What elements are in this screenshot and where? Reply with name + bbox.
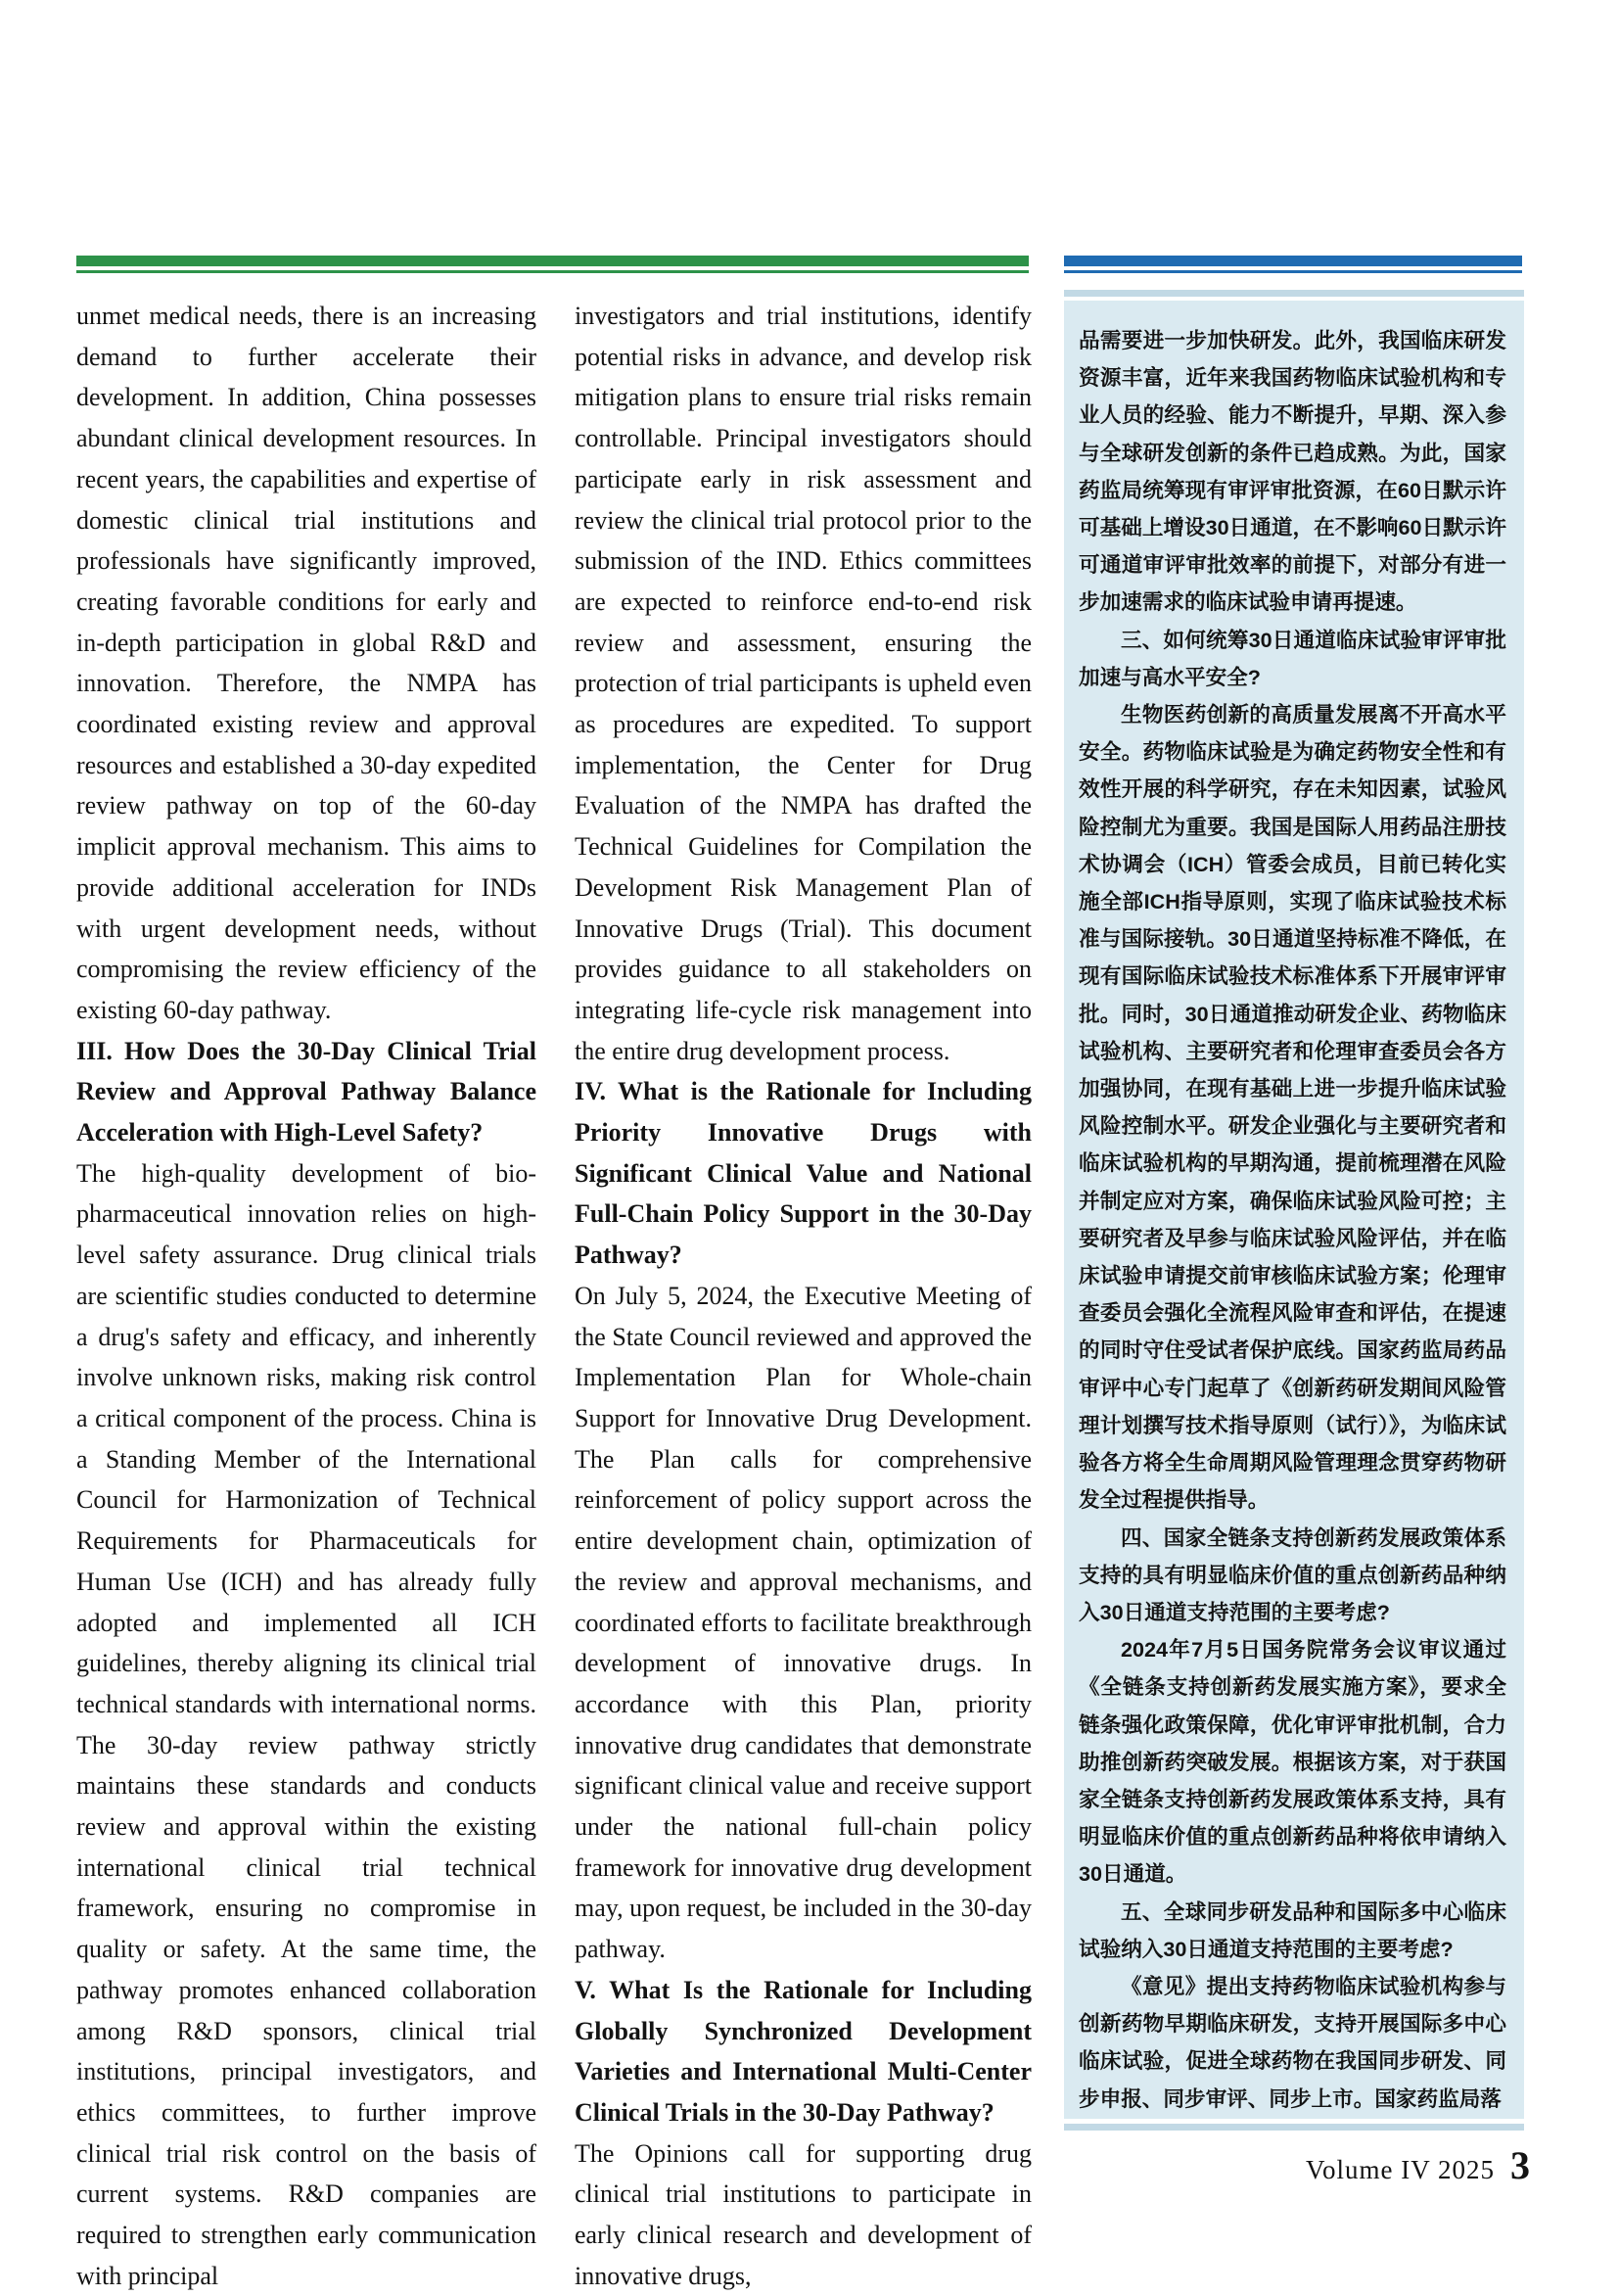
page-footer (1306, 2142, 1530, 2188)
paragraph: On July 5, 2024, the Executive Meeting of the State Council reviewed and approved the Implementation Plan for Whole-chain Support for Innovative Drug Development. The Plan calls for comprehensive reinforcement of policy support across the entire development chain, optimization of the review and approval mechanisms, and coordinated efforts to facilitate breakthrough development of innovative drugs. In accordance with this Plan, priority innovative drug candidates that demonstrate significant clinical value and receive support under the national full-chain policy framework for innovative drug development may, upon request, be included in the 30-day pathway. (575, 1281, 1032, 1964)
section-heading: 四、国家全链条支持创新药发展政策体系支持的具有明显临床价值的重点创新药品种纳入30日通道支持范围的主要考虑? (1079, 1524, 1506, 1624)
middle-text-column (575, 296, 1032, 2296)
paragraph: 生物医药创新的高质量发展离不开高水平安全。药物临床试验是为确定药物安全性和有效性开展的科学研究，存在未知因素，试验风险控制尤为重要。我国是国际人用药品注册技术协调会（ICH）管委会成员，目前已转化实施全部ICH指导原则，实现了临床试验技术标准与国际接轨。30日通道坚持标准不降低，在现有国际临床试验技术标准体系下开展审评审批。同时，30日通道推动研发企业、药物临床试验机构、主要研究者和伦理审查委员会各方加强协同，在现有基础上进一步提升临床试验风险控制水平。研发企业强化与主要研究者和临床试验机构的早期沟通，提前梳理潜在风险并制定应对方案，确保临床试验风险可控；主要研究者及早参与临床试验风险评估，并在临床试验申请提交前审核临床试验方案；伦理审查委员会强化全流程风险审查和评估，在提速的同时守住受试者保护底线。国家药监局药品审评中心专门起草了《创新药研发期间风险管理计划撰写技术指导原则（试行）》，为临床试验各方将全生命周期风险管理理念贯穿药物研发全过程提供指导。 (1079, 702, 1506, 1513)
paragraph: The Opinions call for supporting drug clinical trial institutions to participate in early clinical research and development of innovative drugs, (575, 2138, 1032, 2290)
paragraph: 品需要进一步加快研发。此外，我国临床研发资源丰富，近年来我国药物临床试验机构和专业人员的经验、能力不断提升，早期、深入参与全球研发创新的条件已趋成熟。为此，国家药监局统筹现有审评审批资源，在60日默示许可基础上增设30日通道，在不影响60日默示许可通道审评审批效率的前提下，对部分有进一步加速需求的临床试验申请再提速。 (1079, 328, 1506, 615)
paragraph: investigators and trial institutions, identify potential risks in advance, and develop risk mitigation plans to ensure trial risks remain controllable. Principal investigators should participate early in risk assessment and review the clinical trial protocol prior to the submission of the IND. Ethics committees are expected to reinforce end-to-end risk review and assessment, ensuring the protection of trial participants is upheld even as procedures are expedited. To support implementation, the Center for Drug Evaluation of the NMPA has drafted the Technical Guidelines for Compilation the Development Risk Management Plan of Innovative Drugs (Trial). This document provides guidance to all stakeholders on integrating life-cycle risk management into the entire drug development process. (575, 302, 1032, 1065)
header-rule-green-thick (76, 256, 1029, 266)
panel-top-strip (1064, 290, 1524, 297)
paragraph: The high-quality development of bio-pharmaceutical innovation relies on high-level safety assurance. Drug clinical trials are scientific studies conducted to determine a drug's safety and efficacy, and inherently involve unknown risks, making risk control a critical component of the process. China is a Standing Member of the International Council for Harmonization of Technical Requirements for Pharmaceuticals for Human Use (ICH) and has already fully adopted and implemented all ICH guidelines, thereby aligning its clinical trial technical standards with international norms. The 30-day review pathway strictly maintains these standards and conducts review and approval within the existing international clinical trial technical framework, ensuring no compromise in quality or safety. At the same time, the pathway promotes enhanced collaboration among R&D sponsors, clinical trial institutions, principal investigators, and ethics committees, to further improve clinical trial risk control on the basis of current systems. R&D companies are required to strengthen early communication with principal (76, 1158, 536, 2290)
header-rule-green-thin (76, 270, 1029, 273)
page-number: 3 (1510, 2143, 1530, 2187)
volume-label: Volume IV 2025 (1305, 2155, 1495, 2184)
panel-bottom-strip (1064, 2124, 1524, 2131)
header-rule-blue-thick (1064, 256, 1522, 266)
paragraph: 《意见》提出支持药物临床试验机构参与创新药物早期临床研发，支持开展国际多中心临床试验，促进全球药物在我国同步研发、同步申报、同步审评、同步上市。国家药监局落 (1079, 1973, 1506, 2111)
header-rule-blue-thin (1064, 270, 1522, 273)
section-heading: III. How Does the 30-Day Clinical Trial Review and Approval Pathway Balance Acceleration with High-Level Safety? (76, 1036, 536, 1148)
paragraph: unmet medical needs, there is an increasing demand to further accelerate their development. In addition, China possesses abundant clinical development resources. In recent years, the capabilities and expertise of domestic clinical trial institutions and professionals have significantly improved, creating favorable conditions for early and in-depth participation in global R&D and innovation. Therefore, the NMPA has coordinated existing review and approval resources and established a 30-day expedited review pathway on top of the 60-day implicit approval mechanism. This aims to provide additional acceleration for INDs with urgent development needs, without compromising the review efficiency of the existing 60-day pathway. (76, 302, 536, 1024)
section-heading: 五、全球同步研发品种和国际多中心临床试验纳入30日通道支持范围的主要考虑? (1079, 1898, 1506, 1961)
chinese-sidebar-panel (1064, 301, 1524, 2119)
section-heading: 三、如何统筹30日通道临床试验审评审批加速与高水平安全? (1079, 627, 1506, 689)
section-heading: V. What Is the Rationale for Including Globally Synchronized Development Varieties and International Multi-Center Clinical Trials in the 30-Day Pathway? (575, 1975, 1032, 2127)
section-heading: IV. What is the Rationale for Including Priority Innovative Drugs with Significant Clinical Value and National Full-Chain Policy Support in the 30-Day Pathway? (575, 1077, 1032, 1270)
paragraph: 2024年7月5日国务院常务会议审议通过《全链条支持创新药发展实施方案》，要求全链条强化政策保障，优化审评审批机制，合力助推创新药突破发展。根据该方案，对于获国家全链条支持创新药发展政策体系支持，具有明显临床价值的重点创新药品种将依申请纳入30日通道。 (1079, 1637, 1506, 1887)
left-text-column (76, 296, 536, 2296)
